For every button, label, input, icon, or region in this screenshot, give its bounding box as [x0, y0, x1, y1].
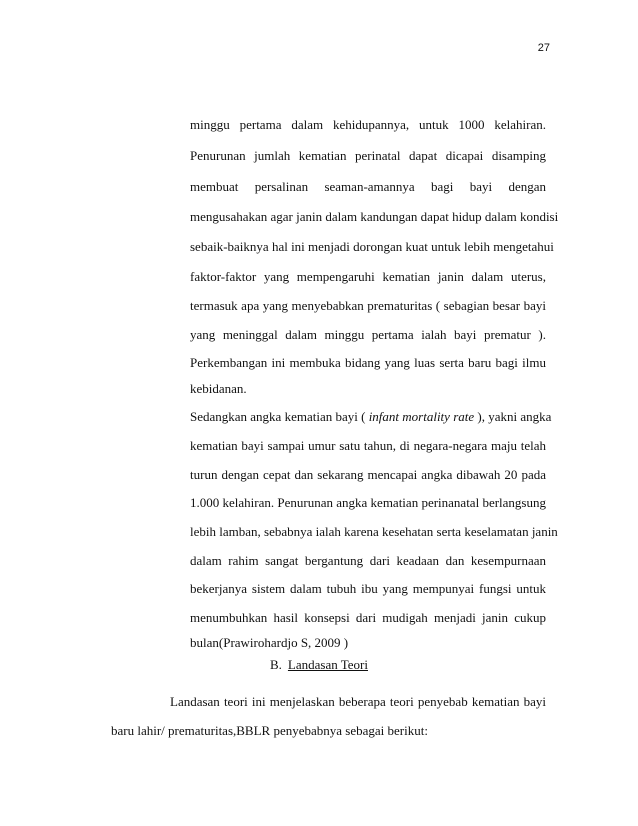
text-segment: Sedangkan angka kematian bayi ( — [190, 409, 369, 424]
body-text-line: kematian bayi sampai umur satu tahun, di negara-negara maju telah — [190, 438, 546, 453]
body-text-line: bekerjanya sistem dalam tubuh ibu yang mempunyai fungsi untuk — [190, 581, 546, 596]
body-text-line: baru lahir/ prematuritas,BBLR penyebabnya sebagai berikut: — [111, 723, 428, 738]
body-text-line: menumbuhkan hasil konsepsi dari mudigah menjadi janin cukup — [190, 610, 546, 625]
text-segment: ), yakni angka — [474, 409, 552, 424]
body-text-line: mengusahakan agar janin dalam kandungan dapat hidup dalam kondisi — [190, 209, 559, 224]
body-text-line: termasuk apa yang menyebabkan prematuritas ( sebagian besar bayi — [190, 298, 546, 313]
italic-term: infant mortality rate — [368, 409, 475, 424]
body-text-line: bulan(Prawirohardjo S, 2009 ) — [190, 635, 349, 650]
body-text-line: minggu pertama dalam kehidupannya, untuk 1000 kelahiran. — [190, 117, 546, 132]
section-number: B. — [270, 657, 282, 672]
body-text-line: lebih lamban, sebabnya ialah karena kesehatan serta keselamatan janin — [190, 524, 558, 539]
body-text-line: dalam rahim sangat bergantung dari keadaan dan kesempurnaan — [190, 553, 546, 568]
section-heading — [0, 656, 638, 673]
body-text-line — [190, 408, 552, 425]
body-text-line: 1.000 kelahiran. Penurunan angka kematian perinanatal berlangsung — [190, 495, 546, 510]
body-text-line: Penurunan jumlah kematian perinatal dapat dicapai disamping — [190, 148, 546, 163]
body-text-line: yang meninggal dalam minggu pertama ialah bayi prematur ). — [190, 327, 546, 342]
body-text-line: faktor-faktor yang mempengaruhi kematian janin dalam uterus, — [190, 269, 546, 284]
body-text-line: membuat persalinan seaman-amannya bagi bayi dengan — [190, 179, 546, 194]
body-text-line: Perkembangan ini membuka bidang yang luas serta baru bagi ilmu — [190, 355, 546, 370]
page-number: 27 — [537, 42, 550, 54]
body-text-line: turun dengan cepat dan sekarang mencapai angka dibawah 20 pada — [190, 467, 546, 482]
body-text-line: kebidanan. — [190, 381, 247, 396]
section-title: Landasan Teori — [287, 657, 368, 672]
body-text-line: Landasan teori ini menjelaskan beberapa teori penyebab kematian bayi — [170, 694, 546, 709]
body-text-line: sebaik-baiknya hal ini menjadi dorongan kuat untuk lebih mengetahui — [190, 239, 554, 254]
